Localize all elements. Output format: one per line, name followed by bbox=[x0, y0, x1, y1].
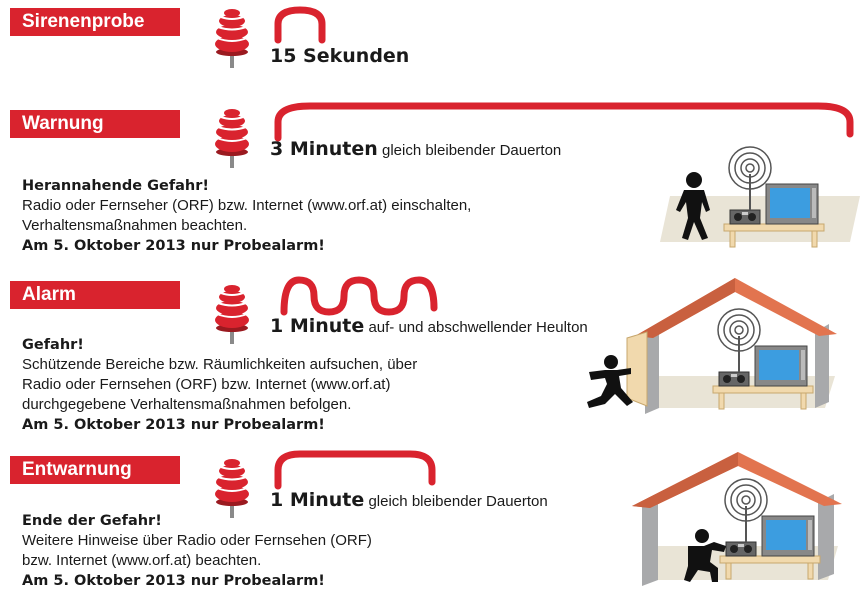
probealarm-note: Am 5. Oktober 2013 nur Probealarm! bbox=[22, 573, 325, 589]
description-heading: Herannahende Gefahr! bbox=[22, 178, 209, 194]
long-tone-signal-icon bbox=[270, 98, 860, 142]
duration-value: 1 Minute bbox=[270, 315, 365, 337]
section-label-alarm: Alarm bbox=[10, 281, 180, 309]
duration-detail: gleich bleibender Dauerton bbox=[368, 493, 548, 510]
warning-scene-illustration bbox=[660, 150, 860, 250]
description-body: Weitere Hinweise über Radio oder Fernsehen (ORF) bzw. Internet (www.orf.at) beachten. bbox=[22, 532, 372, 569]
short-tone-signal-icon bbox=[270, 4, 330, 44]
description-body: Schützende Bereiche bzw. Räumlichkeiten aufsuchen, über Radio oder Fernsehen (ORF) bzw. Internet (www.orf.at) durchgegebene Verhaltensmaßnahmen befolgen. bbox=[22, 356, 418, 413]
probealarm-note: Am 5. Oktober 2013 nur Probealarm! bbox=[22, 238, 325, 254]
description-entwarnung bbox=[22, 511, 372, 591]
duration-entwarnung bbox=[270, 489, 548, 511]
duration-value: 3 Minuten bbox=[270, 138, 378, 160]
alarm-scene-illustration bbox=[575, 276, 860, 426]
duration-detail: gleich bleibender Dauerton bbox=[381, 142, 562, 159]
all-clear-scene-illustration bbox=[628, 450, 860, 590]
medium-tone-signal-icon bbox=[270, 446, 440, 490]
description-heading: Gefahr! bbox=[22, 337, 84, 353]
duration-detail: auf- und abschwellender Heulton bbox=[368, 319, 588, 336]
description-warnung bbox=[22, 176, 471, 256]
duration-alarm bbox=[270, 315, 588, 337]
duration-warnung bbox=[270, 138, 561, 160]
probealarm-note: Am 5. Oktober 2013 nur Probealarm! bbox=[22, 417, 325, 433]
running-person-icon bbox=[587, 355, 633, 408]
description-heading: Ende der Gefahr! bbox=[22, 513, 162, 529]
duration-value: 1 Minute bbox=[270, 489, 365, 511]
wavy-tone-signal-icon bbox=[280, 272, 440, 318]
section-label-sirenenprobe: Sirenenprobe bbox=[10, 8, 180, 36]
siren-icon bbox=[212, 108, 252, 168]
duration-sirenenprobe bbox=[270, 45, 409, 67]
siren-icon bbox=[212, 458, 252, 518]
duration-value: 15 Sekunden bbox=[270, 45, 410, 67]
section-label-warnung: Warnung bbox=[10, 110, 180, 138]
section-label-entwarnung: Entwarnung bbox=[10, 456, 180, 484]
description-body: Radio oder Fernseher (ORF) bzw. Internet (www.orf.at) einschalten, Verhaltensmaßnahmen beachten. bbox=[22, 197, 472, 234]
description-alarm bbox=[22, 335, 417, 435]
siren-icon bbox=[212, 8, 252, 68]
